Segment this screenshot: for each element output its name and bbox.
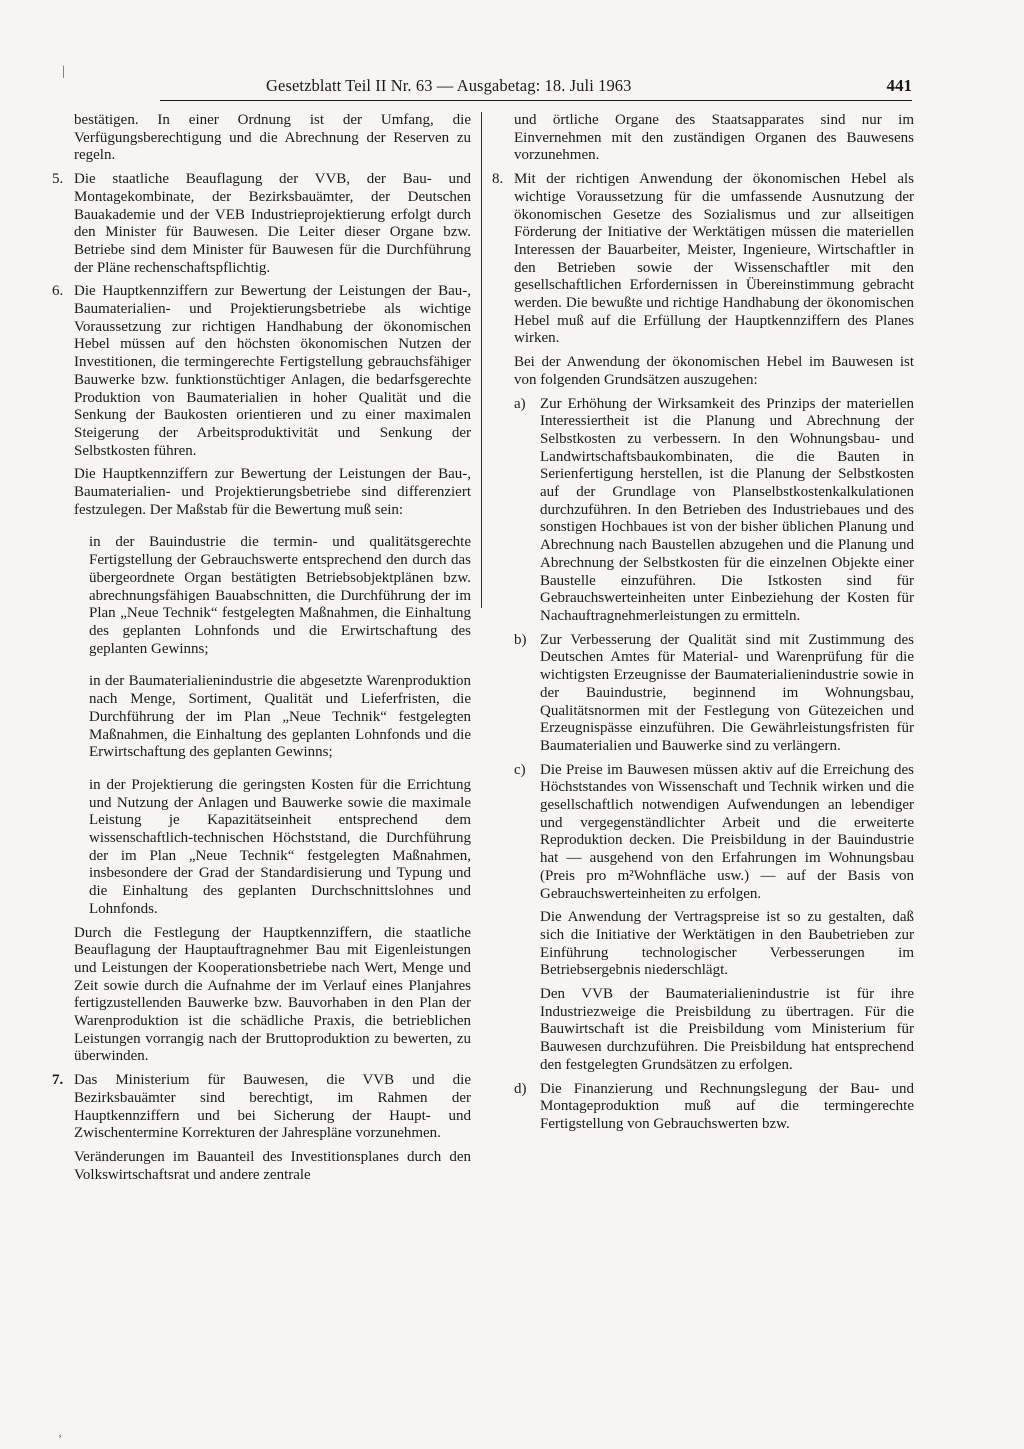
header-title: Gesetzblatt Teil II Nr. 63 — Ausgabetag: 18. Juli 1963 — [266, 76, 632, 95]
principle-label: d) — [514, 1080, 527, 1097]
left-column — [52, 112, 471, 1190]
principle-label: c) — [514, 761, 526, 778]
column-divider — [481, 112, 482, 608]
paragraph: Veränderungen im Bauanteil des Investitionsplanes durch den Volkswirtschaftsrat und andere zentrale — [74, 1148, 471, 1183]
principle-text: Zur Erhöhung der Wirksamkeit des Prinzips der materiellen Interessiertheit ist die Planung und Abrechnung der Selbstkosten zu verbessern. In den Wohnungsbau- und Landwirtschaftsbaukombinaten, die die Bauten in Serienfertigung herstellen, ist die Planung der Selbstkosten auf der Grundlage von Planselbstkostenkalkulationen durchzuführen. In den Betrieben des Industriebaues und des sonstigen Hochbaues ist von der bisher üblichen Planung und Abrechnung nach Baustellen abzugehen und die Planung und Abrechnung der Selbstkosten für die einzelnen Objekte einer Baustelle einzuführen. Die Istkosten sind für Gebrauchswerteinheiten unter Einbeziehung der Kosten für Nachauftragnehmerleistungen zu ermitteln. — [540, 395, 914, 624]
paragraph: Die Anwendung der Vertragspreise ist so zu gestalten, daß sich die Initiative der Werktätigen in den Baubetrieben zur Einführung technologischer Verbesserungen im Betriebsergebnis niederschlägt. — [540, 909, 914, 979]
right-column — [492, 112, 914, 1140]
section-8 — [492, 171, 914, 348]
section-text: Die Hauptkennziffern zur Bewertung der Leistungen der Bau-, Baumaterialien- und Projektierungsbetriebe als wichtige Voraussetzung zur richtigen Handhabung der ökonomischen Hebel müssen auf den höchsten ökonomischen Nutzen der Investitionen, die termingerechte Fertigstellung gebrauchsfähiger Bauwerke bzw. funktionstüchtiger Anlagen, die bedarfsgerechte Produktion von Baumaterialien in hoher Qualität und die Senkung der Baukosten orientieren und zu einer maximalen Steigerung der Arbeitsproduktivität und Senkung der Selbstkosten führen. — [74, 283, 471, 459]
page-number: 441 — [886, 76, 912, 95]
principle-text: Zur Verbesserung der Qualität sind mit Zustimmung des Deutschen Amtes für Material- und Warenprüfung für die wichtigsten Erzeugnisse der Baumaterialienindustrie sowie in der Bauindustrie, beginnend im Wohnungsbau, Qualitätsnormen mit der Festlegung von Gütezeichen und Erzeugnispässe einzuführen. Die Gewährleistungsfristen für Baumaterialien und Bauwerke sind zu verlängern. — [540, 631, 914, 754]
section-number: 5. — [52, 171, 64, 188]
margin-mark-bottom: ¸ — [58, 1424, 62, 1438]
criterion-projektierung: in der Projektierung die geringsten Kosten für die Errichtung und Nutzung der Anlagen und Bauwerke sowie die maximale Leistung je Kapazitätseinheit entsprechend dem wissenschaftlich-technischen Höchststand, die Durchführung der im Plan „Neue Technik“ festgelegten Maßnahmen, insbesondere der Grad der Standardisierung und Typung und die Einhaltung des geplanten Durchschnittslohnes und Lohnfonds. — [89, 776, 471, 917]
criterion-bauindustrie: in der Bauindustrie die termin- und qualitätsgerechte Fertigstellung der Gebrauchswerte entsprechend den durch das übergeordnete Organ bestätigten Betriebsobjektplänen bzw. abrechnungsfähigen Bauabschnitten, die Durchführung der im Plan „Neue Technik“ festgelegten Maßnahmen, die Einhaltung des geplanten Lohnfonds und die Erwirtschaftung des geplanten Gewinns; — [89, 534, 471, 657]
principle-c — [514, 762, 914, 904]
section-6 — [52, 283, 471, 460]
principle-b — [514, 632, 914, 756]
section-number: 6. — [52, 283, 64, 300]
paragraph: Die Hauptkennziffern zur Bewertung der Leistungen der Bau-, Baumaterialien- und Projektierungsbetriebe sind differenziert festzulegen. Der Maßstab für die Bewertung muß sein: — [74, 466, 471, 518]
section-text: Die staatliche Beauflagung der VVB, der Bau- und Montagekombinate, der Bezirksbauämter, der Deutschen Bauakademie und der VEB Industrieprojektierung erfolgt durch den Minister für Bauwesen. Die Leiter dieser Organe bzw. Betriebe sind dem Minister für Bauwesen für die Durchführung der Pläne rechenschaftspflichtig. — [74, 171, 471, 276]
principle-label: b) — [514, 631, 527, 648]
principle-d — [514, 1081, 914, 1134]
principle-text: Die Finanzierung und Rechnungslegung der Bau- und Montageproduktion muß auf die termingerechte Fertigstellung von Gebrauchswerten bzw. — [540, 1080, 914, 1132]
section-text: Das Ministerium für Bauwesen, die VVB und die Bezirksbauämter sind berechtigt, im Rahmen der Hauptkennziffern und bei Sicherung der Haupt- und Zwischentermine Korrekturen der Jahrespläne vorzunehmen. — [74, 1072, 471, 1142]
principle-text: Die Preise im Bauwesen müssen aktiv auf die Erreichung des Höchststandes von Wissenschaft und Technik wirken und die gesellschaftlich notwendigen Aufwendungen an lebendiger und vergegenständlichter Arbeit und die erweiterte Reproduktion decken. Die Preisbildung in der Bauindustrie hat — ausgehend von den Erfahrungen im Wohnungsbau (Preis pro m²Wohnfläche usw.) — auf der Basis von Gebrauchswerteinheiten zu erfolgen. — [540, 761, 914, 902]
page-header — [160, 76, 912, 101]
paragraph: bestätigen. In einer Ordnung ist der Umfang, die Verfügungsberechtigung und die Abrechnung der Reserven zu regeln. — [74, 112, 471, 164]
section-text: Mit der richtigen Anwendung der ökonomischen Hebel als wichtige Voraussetzung für die umfassende Ausnutzung der ökonomischen Gesetze des Sozialismus und zur allseitigen Förderung der Initiative der Werktätigen müssen die materiellen Interessen der Bauarbeiter, Meister, Ingenieure, Wirtschaftler in den Betrieben sowie der Wissenschaftler mit den gesellschaftlichen Erfordernissen in Übereinstimmung gebracht werden. Die bewußte und richtige Handhabung der ökonomischen Hebel muß auf die Erfüllung der Hauptkennziffern des Planes wirken. — [514, 171, 914, 347]
paragraph: und örtliche Organe des Staatsapparates sind nur im Einvernehmen mit den zuständigen Organen des Bauwesens vorzunehmen. — [514, 112, 914, 164]
section-5 — [52, 171, 471, 277]
paragraph: Durch die Festlegung der Hauptkennziffern, die staatliche Beauflagung der Hauptauftragnehmer Bau mit Eigenleistungen und Leistungen der Kooperationsbetriebe nach Wert, Menge und Zeit sowie durch die Aufnahme der im Verlauf eines Planjahres fertigzustellenden Bauwerke bzw. Bauvorhaben in den Plan der Warenproduktion ist die schädliche Praxis, die betrieblichen Leistungen vorrangig nach der Bruttoproduktion zu bewerten, zu überwinden. — [74, 924, 471, 1065]
principle-label: a) — [514, 395, 526, 412]
margin-mark-top: | — [62, 64, 65, 79]
section-number: 7. — [52, 1072, 64, 1089]
section-7 — [52, 1072, 471, 1143]
paragraph: Den VVB der Baumaterialienindustrie ist für ihre Industriezweige die Preisbildung zu übertragen. Für die Bauwirtschaft ist die Preisbildung vom Ministerium für Bauwesen durchzuführen. Die Preisbildung hat entsprechend den festgelegten Grundsätzen zu erfolgen. — [540, 986, 914, 1073]
section-number: 8. — [492, 171, 504, 188]
principle-a — [514, 396, 914, 626]
paragraph: Bei der Anwendung der ökonomischen Hebel im Bauwesen ist von folgenden Grundsätzen auszugehen: — [514, 354, 914, 388]
criterion-baumaterialienindustrie: in der Baumaterialienindustrie die abgesetzte Warenproduktion nach Menge, Sortiment, Qualität und Lieferfristen, die Durchführung der im Plan „Neue Technik“ festgelegten Maßnahmen, die Einhaltung des geplanten Lohnfonds und die Erwirtschaftung des geplanten Gewinns; — [89, 673, 471, 761]
